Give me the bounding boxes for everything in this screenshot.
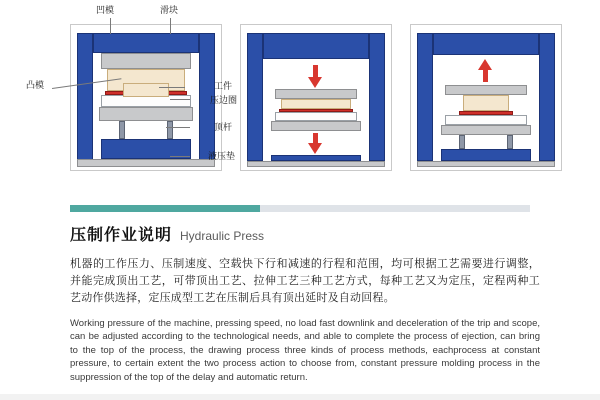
separator-gray-segment [260, 205, 530, 212]
frame-left-column [77, 33, 93, 161]
frame-right-column [369, 33, 385, 161]
bolster-plate [271, 121, 361, 131]
separator-accent-segment [70, 205, 260, 212]
leader-concave-die [110, 18, 111, 34]
section-heading [70, 222, 540, 245]
diagram-panel-ejecting [410, 24, 562, 171]
leader-hydraulic-cushion [170, 156, 190, 157]
upper-die-holder [101, 53, 191, 69]
ejector-pin-left [459, 135, 465, 149]
callout-hydraulic-cushion: 液压垫 [208, 151, 236, 161]
press-arrow-stem-lower [313, 133, 318, 143]
leader-slide [170, 18, 171, 34]
paragraph-english: Working pressure of the machine, pressing speed, no load fast downlink and deceleration of the trip and scope, can be adjusted according to the technological needs, and able to complete the process of ejection, can bring to the top of the process, the drawing process three kinds of process methods, eachprocess at constant pressure, to certain extent the two process action to choose from, constant pressure molding process in the suppression of the top of the delay and automatic return. [70, 317, 540, 383]
upper-die [281, 99, 351, 109]
callout-concave-die: 凹模 [96, 5, 115, 15]
frame-right-column [539, 33, 555, 161]
eject-arrow-stem [483, 70, 488, 82]
slide-block [263, 33, 369, 59]
diagram-panel-pressing [240, 24, 392, 171]
press-arrow-stem-upper [313, 65, 318, 77]
section-title-en: Hydraulic Press [180, 229, 265, 243]
frame-left-column [247, 33, 263, 161]
ejector-pin-right [167, 121, 173, 139]
ejector-pin-right [507, 135, 513, 149]
callout-blank-holder: 压边圈 [210, 95, 238, 105]
ejector-pin-left [119, 121, 125, 139]
press-arrow-down-lower [308, 143, 322, 154]
slide-block [433, 33, 539, 55]
frame-left-column [417, 33, 433, 161]
footer-band [0, 394, 600, 400]
leader-blank-holder [170, 99, 190, 100]
machine-base [247, 161, 385, 167]
bolster-plate [441, 125, 531, 135]
callout-ejector-pin: 顶杆 [214, 122, 233, 132]
machine-base [77, 159, 215, 167]
bolster-plate [99, 107, 193, 121]
upper-die-holder [275, 89, 357, 99]
paragraph-chinese: 机器的工作压力、压制速度、空载快下行和减速的行程和范围，均可根据工艺需要进行调整，并能完成顶出工艺，可带顶出工艺、拉伸工艺三种工艺方式，每种工艺又为定压，定程两种工艺动作供选择，定压成型工艺在压制后具有顶出延时及自动回程。 [70, 258, 540, 304]
callout-punch: 凸模 [26, 80, 45, 90]
eject-arrow-up [478, 59, 492, 70]
punch [123, 83, 169, 97]
blank-holder [445, 115, 527, 125]
section-separator [70, 205, 530, 212]
section-title-cn: 压制作业说明 [70, 227, 173, 244]
upper-die-holder [445, 85, 527, 95]
description-section [70, 222, 540, 394]
leader-workpiece [159, 87, 185, 88]
hydraulic-cushion [441, 149, 531, 161]
leader-ejector-pin [166, 127, 190, 128]
machine-base [417, 161, 555, 167]
callout-slide: 滑块 [160, 5, 179, 15]
formed-part [463, 95, 509, 111]
callout-workpiece: 工件 [214, 81, 233, 91]
blank-holder [275, 112, 357, 121]
diagram-panel-open [70, 24, 222, 171]
slide-block [93, 33, 199, 53]
press-arrow-down-upper [308, 77, 322, 88]
